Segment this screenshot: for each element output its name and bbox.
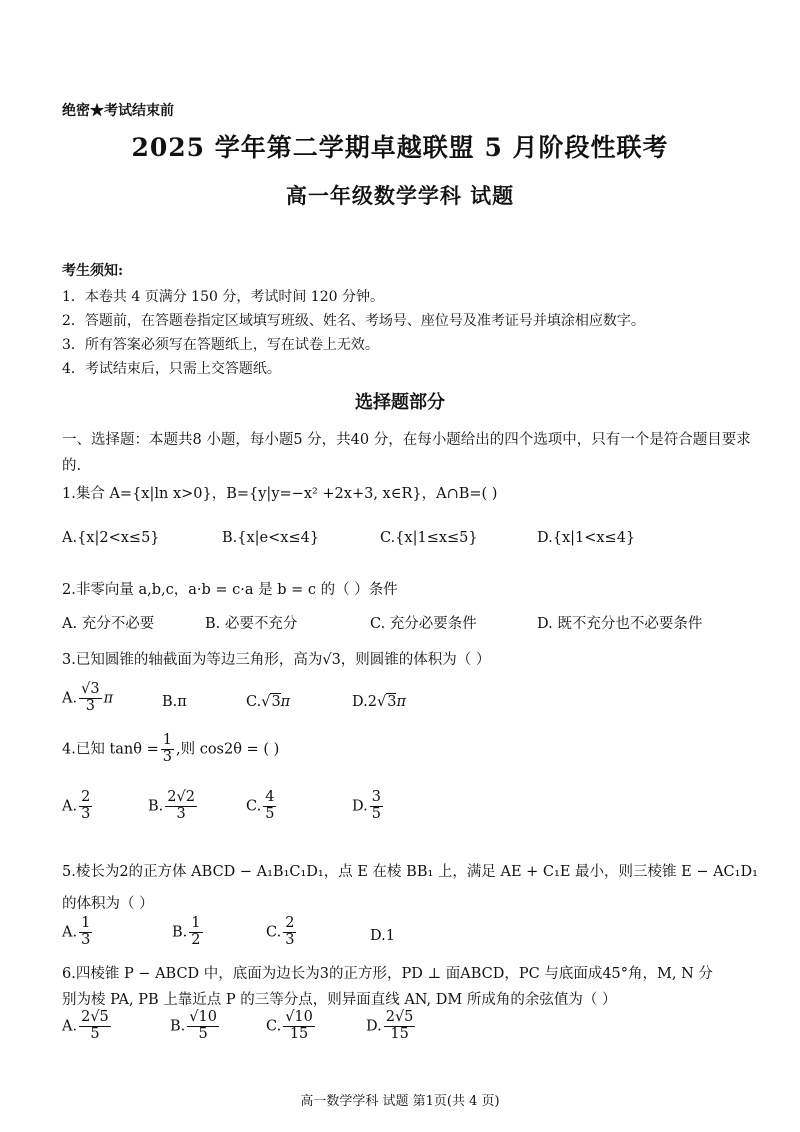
notice-heading: 考生须知: (62, 263, 124, 279)
q3-a-numerator: √3 (81, 681, 100, 697)
q2-option-c: C. 充分必要条件 (370, 616, 477, 632)
q4-stem-denominator: 3 (162, 748, 172, 765)
q3-c-prefix: C. (246, 694, 262, 710)
exam-title: 2025 学年第二学期卓越联盟 5 月阶段性联考 (131, 133, 669, 162)
q6-d-denominator: 15 (390, 1025, 409, 1042)
question-2-stem: 2.非零向量 a,b,c，a·b = c·a 是 b = c 的（ ）条件 (62, 582, 398, 598)
notice-item-4: 4．考试结束后，只需上交答题纸。 (62, 361, 281, 377)
q4-c-fraction (263, 790, 276, 823)
q6-a-prefix: A. (62, 1018, 78, 1035)
exam-subtitle: 高一年级数学学科 试题 (285, 183, 515, 208)
q3-a-fraction (79, 682, 101, 715)
question-6-stem-line-1: 6.四棱锥 P − ABCD 中，底面为边长为3的正方形，PD ⊥ 面ABCD，PC 与底面成45°角，M, N 分 (62, 966, 713, 982)
q6-b-prefix: B. (170, 1018, 186, 1035)
q4-stem-fraction (161, 733, 174, 766)
q4-option-b (148, 790, 199, 823)
q4-c-prefix: C. (246, 798, 262, 815)
q4-b-denominator: 3 (176, 805, 186, 822)
q6-c-fraction (283, 1010, 315, 1043)
q1-option-c: C.{x|1≤x≤5} (380, 530, 478, 546)
q6-c-prefix: C. (266, 1018, 282, 1035)
q5-a-denominator: 3 (81, 931, 91, 948)
q3-c-radicand: 3 (271, 694, 281, 710)
q4-option-d (352, 790, 385, 823)
q3-d-prefix: D.2 (352, 694, 377, 710)
q4-d-denominator: 5 (371, 805, 381, 822)
q3-a-suffix: π (103, 690, 114, 707)
q5-option-a (62, 916, 94, 949)
q5-option-b (172, 916, 205, 949)
q2-option-b: B. 必要不充分 (205, 616, 298, 632)
q3-a-prefix: A. (62, 690, 78, 707)
q3-option-c: C.√3π (246, 694, 291, 710)
q6-a-numerator: 2√5 (81, 1009, 109, 1025)
q3-d-suffix: π (396, 694, 406, 710)
q3-option-d: D.2√3π (352, 694, 406, 710)
q4-option-a (62, 790, 94, 823)
question-5-stem-line-1: 5.棱长为2的正方体 ABCD − A₁B₁C₁D₁，点 E 在棱 BB₁ 上，满足 AE + C₁E 最小，则三棱锥 E − AC₁D₁ (62, 864, 758, 880)
q1-option-b: B.{x|e<x≤4} (222, 530, 320, 546)
q5-option-c (266, 916, 298, 949)
q3-option-a (62, 682, 113, 715)
q6-option-d (366, 1010, 417, 1043)
q5-c-numerator: 2 (285, 915, 295, 931)
q5-c-prefix: C. (266, 924, 282, 941)
q4-b-prefix: B. (148, 798, 164, 815)
q5-c-fraction (283, 916, 296, 949)
page-footer: 高一数学学科 试题 第1页(共 4 页) (300, 1094, 500, 1109)
notice-item-1: 1．本卷共 4 页满分 150 分，考试时间 120 分钟。 (62, 289, 384, 305)
q6-option-b (170, 1010, 221, 1043)
question-4-stem (62, 733, 279, 766)
q3-c-suffix: π (280, 694, 291, 710)
section-intro: 一、选择题：本题共8 小题，每小题5 分，共40 分，在每小题给出的四个选项中，只有一个是符合题目要求的. (62, 432, 751, 474)
q2-option-a: A. 充分不必要 (62, 616, 155, 632)
q4-stem-post: ,则 cos2θ = ( ) (175, 741, 280, 758)
q4-c-denominator: 5 (265, 805, 275, 822)
q2-option-d: D. 既不充分也不必要条件 (537, 616, 703, 632)
q4-a-denominator: 3 (81, 805, 91, 822)
q5-b-prefix: B. (172, 924, 188, 941)
q5-a-fraction (79, 916, 92, 949)
q6-option-a (62, 1010, 113, 1043)
q4-stem-numerator: 1 (162, 732, 172, 748)
q4-d-prefix: D. (352, 798, 368, 815)
q4-d-fraction (370, 790, 383, 823)
question-1-stem: 1.集合 A={x|ln x>0}，B={y|y=−x² +2x+3, x∈R}，A∩B=( ) (62, 486, 498, 502)
question-5-stem-line-2: 的体积为（ ） (62, 896, 154, 912)
notice-item-2: 2．答题前，在答题卷指定区域填写班级、姓名、考场号、座位号及准考证号并填涂相应数字。 (62, 313, 645, 329)
q5-a-prefix: A. (62, 924, 78, 941)
q5-c-denominator: 3 (285, 931, 295, 948)
q3-d-radicand: 3 (387, 694, 397, 710)
q6-a-denominator: 5 (90, 1025, 100, 1042)
q6-d-fraction (384, 1010, 416, 1043)
q6-b-denominator: 5 (198, 1025, 208, 1042)
q4-a-numerator: 2 (81, 789, 91, 805)
q4-d-numerator: 3 (371, 789, 381, 805)
q6-b-fraction (187, 1010, 219, 1043)
q4-c-numerator: 4 (265, 789, 275, 805)
q6-c-denominator: 15 (289, 1025, 309, 1042)
q4-b-fraction (165, 790, 197, 823)
q6-a-fraction (79, 1010, 111, 1043)
q4-option-c (246, 790, 278, 823)
question-3-stem: 3.已知圆锥的轴截面为等边三角形，高为√3，则圆锥的体积为（ ） (62, 652, 491, 668)
q4-a-fraction (79, 790, 92, 823)
q3-a-denominator: 3 (85, 697, 95, 714)
q5-a-numerator: 1 (81, 915, 91, 931)
notice-item-3: 3．所有答案必须写在答题纸上，写在试卷上无效。 (62, 337, 379, 353)
q5-b-fraction (189, 916, 202, 949)
q1-option-a: A.{x|2<x≤5} (62, 530, 160, 546)
q4-a-prefix: A. (62, 798, 78, 815)
q5-b-denominator: 2 (191, 931, 201, 948)
q6-c-numerator: √10 (285, 1009, 313, 1025)
q5-option-d: D.1 (370, 928, 395, 944)
q1-option-d: D.{x|1<x≤4} (537, 530, 636, 546)
section-title: 选择题部分 (355, 392, 445, 413)
q5-b-numerator: 1 (191, 915, 201, 931)
q6-b-numerator: √10 (189, 1009, 217, 1025)
confidential-label: 绝密★考试结束前 (62, 103, 174, 119)
q6-option-c (266, 1010, 317, 1043)
q3-option-b: B.π (162, 694, 187, 710)
question-6-stem-line-2: 别为棱 PA, PB 上靠近点 P 的三等分点，则异面直线 AN, DM 所成角的余弦值为（ ） (62, 992, 617, 1008)
q6-d-numerator: 2√5 (385, 1009, 414, 1025)
q4-b-numerator: 2√2 (167, 789, 195, 805)
q6-d-prefix: D. (366, 1018, 382, 1035)
q4-stem-pre: 4.已知 tanθ = (62, 741, 159, 758)
